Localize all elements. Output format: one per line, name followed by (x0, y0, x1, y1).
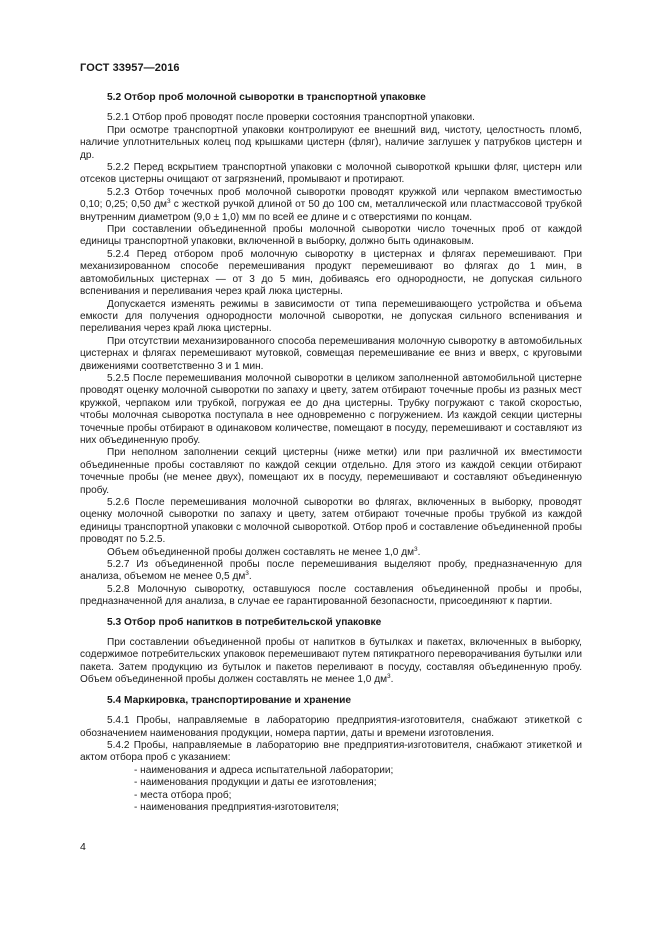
section-5-2-title: 5.2 Отбор проб молочной сыворотки в транспортной упаковке (107, 92, 426, 103)
list-item: - наименования и адреса испытательной лаборатории; (134, 764, 394, 776)
paragraph: 5.4.1 Пробы, направляемые в лабораторию предприятия-изготовителя, снабжают этикеткой с обозначением наименования продукции, номера партии, даты и времени изготовления. (80, 715, 582, 739)
paragraph: При осмотре транспортной упаковки контролируют ее внешний вид, чистоту, целостность пломб, наличие уплотнительных колец под крышками цистерн (фляг), наличие заглушек у патрубков цистерн и др. (80, 124, 582, 161)
text-run: 5.2.3 Отбор точечных проб молочной сыворотки проводят кружкой или черпаком вместимостью 0,10; 0,25; 0,50 дм (80, 186, 582, 211)
paragraph: 5.2.5 После перемешивания молочной сыворотки в целиком заполненной автомобильной цистерне проводят оценку молочной сыворотки по запаху и цвету, затем отбирают точечные пробы из разных мест кружкой, черпаком или трубкой, погружая ее до дна цистерны. Трубку погружают с такой скоростью, чтобы молочная сыворотка поступала в нее одновременно с погружением. Из каждой секции цистерны точечные пробы отбирают в одинаковом количестве, помещают в посуду, перемешивают и составляют из них объединенную пробу. (80, 372, 582, 446)
paragraph (80, 637, 582, 687)
list-item: - наименования предприятия-изготовителя; (134, 801, 339, 813)
paragraph: 5.2.1 Отбор проб проводят после проверки состояния транспортной упаковки. (107, 112, 475, 124)
paragraph (80, 559, 582, 584)
page-number: 4 (80, 841, 86, 853)
superscript: 3 (166, 198, 171, 206)
paragraph: 5.4.2 Пробы, направляемые в лабораторию вне предприятия-изготовителя, снабжают этикеткой и актом отбора проб с указанием: (80, 739, 582, 764)
spacer (80, 687, 582, 695)
list-item: - места отбора проб; (134, 789, 232, 801)
spacer (80, 609, 582, 617)
paragraph: 5.2.8 Молочную сыворотку, оставшуюся после составления объединенной пробы и пробы, предназначенной для анализа, в случае ее гарантированной безопасности, присоединяют к партии. (80, 583, 582, 608)
document-body (80, 92, 582, 814)
paragraph: При неполном заполнении секций цистерны (ниже метки) или при различной их вместимости объединенные пробы составляют по каждой секции отдельно. Для этого из каждой секции отбирают точечные пробы (не менее двух), помещают их в посуду, перемешивают и составляют объединенную пробу. (80, 447, 582, 496)
text-run: Объем объединенной пробы должен составлять не менее 1,0 дм (107, 546, 415, 558)
superscript: 3 (414, 545, 418, 553)
superscript: 3 (387, 673, 391, 681)
paragraph: Допускается изменять режимы в зависимости от типа перемешивающего устройства и объема емкости для получения однородности молочной сыворотки, не допуская сильного вспенивания и переливания через край люка цистерны. (80, 298, 582, 335)
paragraph: 5.2.4 Перед отбором проб молочную сыворотку в цистернах и флягах перемешивают. При механизированном способе перемешивания продукт перемешивают во флягах до 1 мин, в автомобильных цистернах — от 3 до 5 мин, добиваясь его однородности, не допуская сильного вспенивания и переливания через край люка цистерны. (80, 248, 582, 298)
text-run: с жесткой ручкой длиной от 50 до 100 см, металлической или пластмассовой трубкой внутренним диаметром (9,0 ± 1,0) мм по всей ее длине и с отверстиями по концам. (80, 199, 583, 223)
text-run: . (248, 571, 252, 583)
superscript: 3 (245, 570, 249, 578)
text-run: . (390, 674, 394, 686)
paragraph: 5.2.2 Перед вскрытием транспортной упаковки с молочной сывороткой крышки фляг, цистерн или отсеков цистерны очищают от загрязнений, промывают и протирают. (80, 162, 582, 186)
paragraph: При отсутствии механизированного способа перемешивания молочную сыворотку в автомобильных цистернах и флягах перемешивают мутовкой, совмещая перемешивание ее вниз и вверх, с круговыми движениями соответственно 3 и 1 мин. (80, 335, 582, 372)
section-5-4-title: 5.4 Маркировка, транспортирование и хранение (107, 694, 352, 706)
paragraph (80, 187, 582, 224)
section-5-3-title: 5.3 Отбор проб напитков в потребительской упаковке (107, 616, 382, 628)
text-run: 5.2.7 Из объединенной пробы после перемешивания выделяют пробу, предназначенную для анализа, объемом не менее 0,5 дм (80, 559, 582, 583)
paragraph: 5.2.6 После перемешивания молочной сыворотки во флягах, включенных в выборку, проводят оценку молочной сыворотки по запаху и цвету, затем отбирают точечные пробы трубкой из каждой единицы транспортной упаковки с молочной сывороткой. Отбор проб и составление объединенной пробы проводят по 5.2.5. (80, 497, 582, 546)
list-item: - наименования продукции и даты ее изготовления; (134, 777, 377, 789)
paragraph: При составлении объединенной пробы молочной сыворотки число точечных проб от каждой единицы транспортной упаковки, включенной в выборку, должно быть одинаковым. (80, 224, 582, 248)
standard-header: ГОСТ 33957—2016 (80, 62, 180, 74)
paragraph (80, 547, 582, 559)
text-run: . (417, 546, 421, 558)
text-run: При составлении объединенной пробы от напитков в бутылках и пакетах, включенных в выборку, содержимое потребительских упаковок перемешивают путем пятикратного переворачивания бутылки или пакета. Затем продукцию из бутылок и пакетов переливают в посуду, составляя объединенную пробу. Объем объединенной пробы должен составлять не менее 1,0 дм (80, 637, 582, 686)
